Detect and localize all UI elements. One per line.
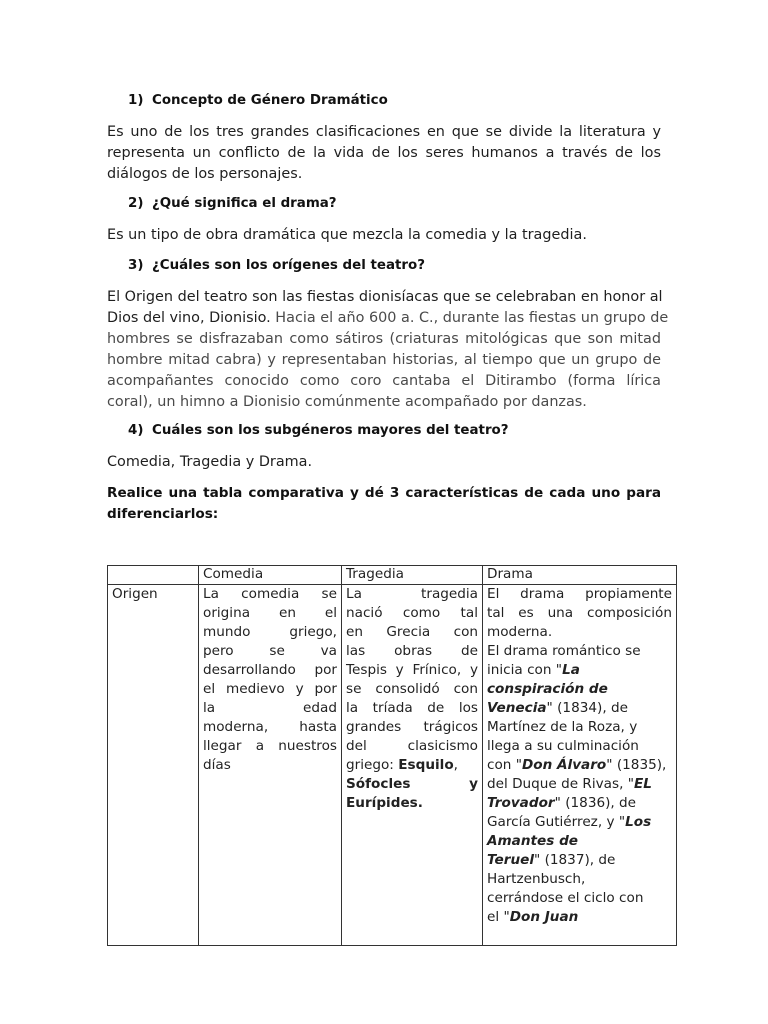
cell-line bbox=[346, 775, 478, 794]
work-title: Don Juan bbox=[509, 909, 579, 925]
answer-line: Comedia, Tragedia y Drama. bbox=[107, 454, 313, 470]
question-title: ¿Qué significa el drama? bbox=[152, 196, 337, 211]
cell-line bbox=[487, 794, 672, 813]
cell-line: desarrollando por bbox=[203, 662, 337, 678]
header-cell-comedia: Comedia bbox=[199, 566, 342, 585]
work-title: Venecia bbox=[487, 700, 547, 716]
cell-line: del clasicismo bbox=[346, 738, 478, 754]
answer-line: acompañantes conocido como coro cantaba el Ditirambo (forma lírica bbox=[107, 373, 661, 389]
question-4-heading bbox=[128, 423, 509, 438]
cell-text: " (1837), de bbox=[534, 852, 616, 868]
question-4-answer bbox=[107, 452, 661, 473]
answer-line: Es uno de los tres grandes clasificaciones en que se divide la literatura y bbox=[107, 124, 661, 140]
cell-line: el medievo y por bbox=[203, 681, 337, 697]
cell-line: las obras de bbox=[346, 643, 478, 659]
work-title: Don Álvaro bbox=[521, 757, 607, 773]
row-label-origen: Origen bbox=[108, 585, 199, 946]
cell-line: La tragedia bbox=[346, 586, 478, 602]
question-2-answer bbox=[107, 225, 661, 246]
cell-line bbox=[487, 661, 672, 680]
cell-line bbox=[487, 832, 672, 851]
work-title: Los bbox=[625, 814, 652, 830]
cell-text: " (1834), de bbox=[546, 700, 628, 716]
answer-line: coral), un himno a Dionisio comúnmente acompañado por danzas. bbox=[107, 394, 587, 410]
work-title: conspiración de bbox=[487, 681, 608, 697]
cell-line: llega a su culminación bbox=[487, 738, 639, 754]
comparison-table bbox=[107, 565, 677, 946]
cell-text: , bbox=[453, 757, 458, 773]
cell-line bbox=[346, 756, 478, 775]
header-cell-empty bbox=[108, 566, 199, 585]
work-title: La bbox=[562, 662, 580, 678]
instruction-line: diferenciarlos: bbox=[107, 506, 219, 522]
answer-line: representa un conflicto de la vida de los seres humanos a través de los bbox=[107, 145, 661, 161]
cell-text: con " bbox=[487, 757, 522, 773]
cell-line: grandes trágicos bbox=[346, 719, 478, 735]
instruction-line: Realice una tabla comparativa y dé 3 características de cada uno para bbox=[107, 485, 661, 501]
cell-text: griego: bbox=[346, 757, 399, 773]
cell-line bbox=[487, 813, 672, 832]
question-3-answer bbox=[107, 287, 669, 413]
question-1-heading bbox=[128, 93, 388, 108]
cell-text: inicia con " bbox=[487, 662, 563, 678]
cell-line: Hartzenbusch, bbox=[487, 871, 586, 887]
cell-line: llegar a nuestros bbox=[203, 738, 337, 754]
answer-line bbox=[107, 308, 669, 329]
cell-line: moderna. bbox=[487, 624, 553, 640]
author-name: Eurípides bbox=[346, 795, 418, 811]
cell-line: la tríada de los bbox=[346, 700, 478, 716]
cell-line bbox=[487, 775, 672, 794]
answer-text: Dios del vino, Dionisio. bbox=[107, 310, 271, 326]
header-cell-tragedia: Tragedia bbox=[342, 566, 483, 585]
cell-line: El drama romántico se bbox=[487, 643, 641, 659]
answer-text-muted: Hacia el año 600 a. C., durante las fiestas un grupo de bbox=[270, 310, 669, 326]
table-row-origen bbox=[108, 585, 677, 946]
answer-line: Es un tipo de obra dramática que mezcla la comedia y la tragedia. bbox=[107, 227, 587, 243]
question-number: 1) bbox=[128, 93, 144, 108]
cell-line: mundo griego, bbox=[203, 624, 337, 640]
cell-text: el " bbox=[487, 909, 510, 925]
cell-line: la edad bbox=[203, 700, 337, 716]
question-3-heading bbox=[128, 258, 425, 273]
cell-line: cerrándose el ciclo con bbox=[487, 890, 644, 906]
author-name: Sófocles bbox=[346, 776, 411, 792]
question-number: 4) bbox=[128, 423, 144, 438]
cell-text: García Gutiérrez, y " bbox=[487, 814, 626, 830]
table-instruction bbox=[107, 483, 661, 525]
work-title: Teruel bbox=[487, 852, 534, 868]
cell-line: días bbox=[203, 757, 231, 773]
header-cell-drama: Drama bbox=[483, 566, 677, 585]
work-title: Trovador bbox=[487, 795, 555, 811]
cell-line: tal es una composición bbox=[487, 605, 672, 621]
question-title: Cuáles son los subgéneros mayores del teatro? bbox=[152, 423, 509, 438]
question-title: ¿Cuáles son los orígenes del teatro? bbox=[152, 258, 425, 273]
answer-line: hombre mitad cabra) y representaban historias, al tiempo que un grupo de bbox=[107, 352, 661, 368]
cell-text: " (1835), bbox=[606, 757, 667, 773]
cell-tragedia-origen bbox=[342, 585, 483, 946]
cell-line: origina en el bbox=[203, 605, 337, 621]
author-name: Esquilo bbox=[398, 757, 454, 773]
cell-line: pero se va bbox=[203, 643, 337, 659]
cell-line: El drama propiamente bbox=[487, 586, 672, 602]
work-title: EL bbox=[634, 776, 652, 792]
cell-line: Tespis y Frínico, y bbox=[346, 662, 478, 678]
cell-line bbox=[346, 794, 478, 813]
answer-line: diálogos de los personajes. bbox=[107, 166, 303, 182]
work-title: Amantes de bbox=[487, 833, 579, 849]
cell-drama-origen bbox=[483, 585, 677, 946]
question-1-answer bbox=[107, 122, 661, 185]
cell-text: del Duque de Rivas, " bbox=[487, 776, 634, 792]
cell-line bbox=[487, 699, 672, 718]
cell-line: nació como tal bbox=[346, 605, 478, 621]
question-2-heading bbox=[128, 196, 337, 211]
question-number: 2) bbox=[128, 196, 144, 211]
question-number: 3) bbox=[128, 258, 144, 273]
cell-line: Martínez de la Roza, y bbox=[487, 719, 638, 735]
cell-comedia-origen bbox=[199, 585, 342, 946]
cell-text: " (1836), de bbox=[554, 795, 637, 811]
cell-line: moderna, hasta bbox=[203, 719, 337, 735]
cell-text: . bbox=[417, 795, 423, 811]
cell-line bbox=[487, 851, 672, 870]
cell-line bbox=[487, 908, 672, 927]
cell-line: en Grecia con bbox=[346, 624, 478, 640]
answer-line: El Origen del teatro son las fiestas dionisíacas que se celebraban en honor al bbox=[107, 289, 663, 305]
cell-line bbox=[487, 680, 672, 699]
cell-line bbox=[487, 756, 672, 775]
table-header-row bbox=[108, 566, 677, 585]
cell-text: y bbox=[469, 776, 478, 792]
answer-line: hombres se disfrazaban como sátiros (criaturas mitológicas que son mitad bbox=[107, 331, 661, 347]
cell-line: se consolidó con bbox=[346, 681, 478, 697]
cell-line: La comedia se bbox=[203, 586, 337, 602]
question-title: Concepto de Género Dramático bbox=[152, 93, 388, 108]
